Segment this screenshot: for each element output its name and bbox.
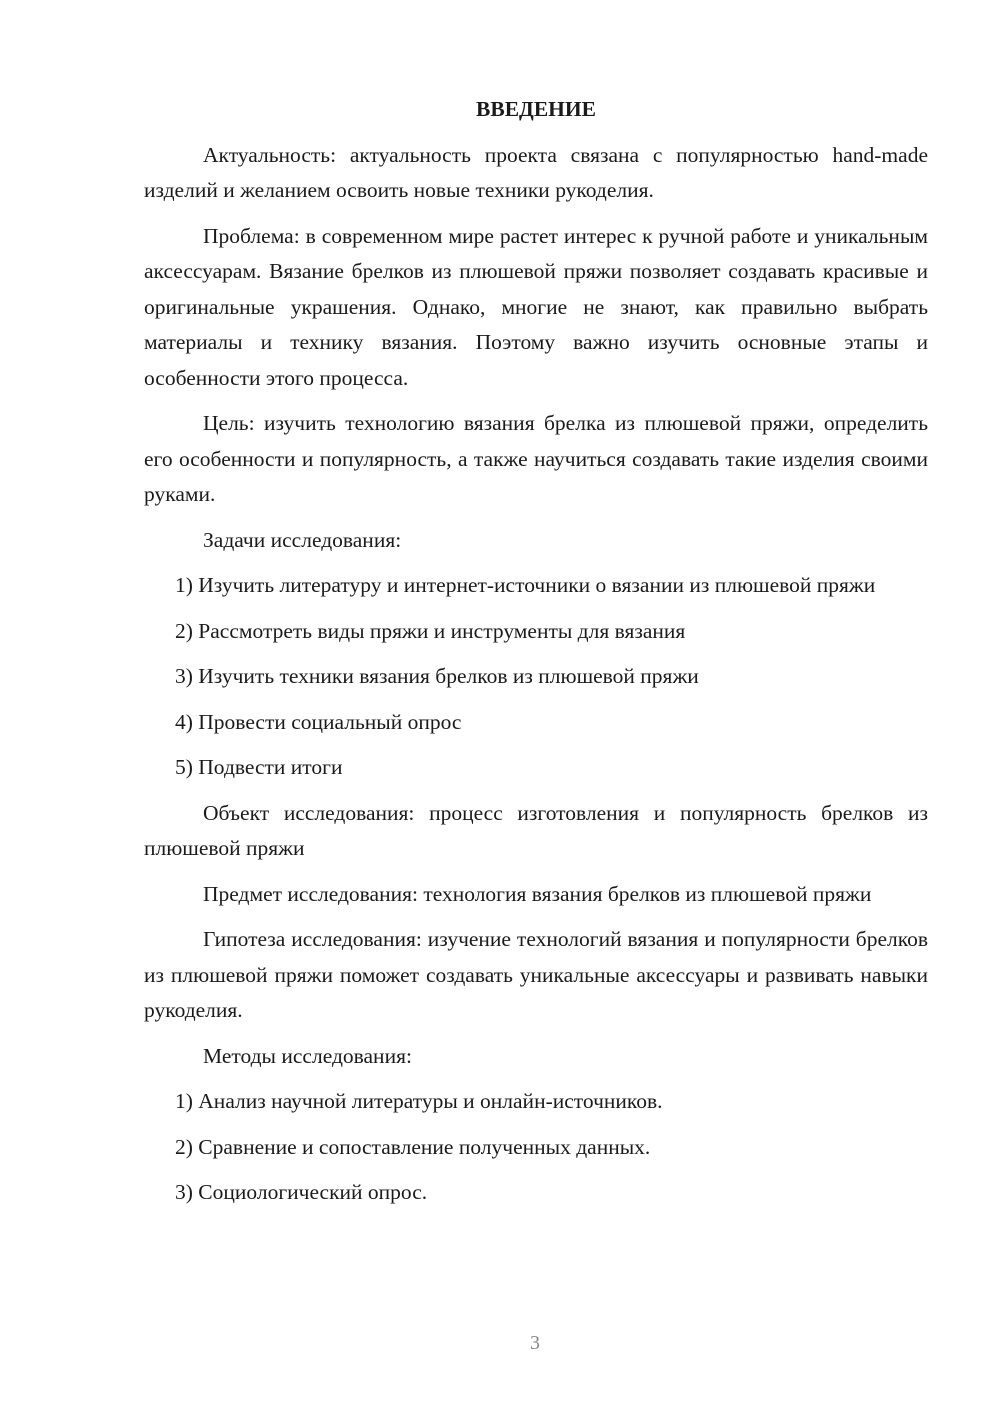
page-content: [144, 92, 928, 1221]
task-item: 1) Изучить литературу и интернет-источники о вязании из плюшевой пряжи: [175, 573, 876, 597]
task-item: 3) Изучить техники вязания брелков из плюшевой пряжи: [175, 664, 699, 688]
hypothesis-paragraph: Гипотеза исследования: изучение технологий вязания и популярности брелков из плюшевой пряжи поможет создавать уникальные аксессуары и развивать навыки рукоделия.: [144, 927, 928, 1022]
method-item: 2) Сравнение и сопоставление полученных данных.: [175, 1134, 651, 1159]
page-number: 3: [530, 1332, 540, 1354]
problem-paragraph: Проблема: в современном мире растет интерес к ручной работе и уникальным аксессуарам. Вязание брелков из плюшевой пряжи позволяет создавать красивые и оригинальные украшения. Однако, многие не знают, как правильно выбрать материалы и технику вязания. Поэтому важно изучить основные этапы и особенности этого процесса.: [144, 223, 928, 390]
subject-paragraph: Предмет исследования: технология вязания брелков из плюшевой пряжи: [203, 881, 872, 906]
goal-paragraph: Цель: изучить технологию вязания брелка из плюшевой пряжи, определить его особенности и популярность, а также научиться создавать такие изделия своими руками.: [144, 411, 928, 506]
task-item: 2) Рассмотреть виды пряжи и инструменты для вязания: [175, 618, 686, 643]
method-item: 3) Социологический опрос.: [175, 1180, 428, 1204]
section-title: ВВЕДЕНИЕ: [476, 97, 596, 121]
methods-heading: Методы исследования:: [203, 1043, 412, 1068]
object-paragraph: Объект исследования: процесс изготовления и популярность брелков из плюшевой пряжи: [144, 800, 928, 860]
task-item: 4) Провести социальный опрос: [175, 709, 462, 734]
relevance-paragraph: Актуальность: актуальность проекта связана с популярностью hand-made изделий и желанием освоить новые техники рукоделия.: [144, 142, 928, 202]
task-item: 5) Подвести итоги: [175, 755, 343, 779]
method-item: 1) Анализ научной литературы и онлайн-источников.: [175, 1089, 663, 1113]
tasks-heading: Задачи исследования:: [203, 527, 402, 552]
